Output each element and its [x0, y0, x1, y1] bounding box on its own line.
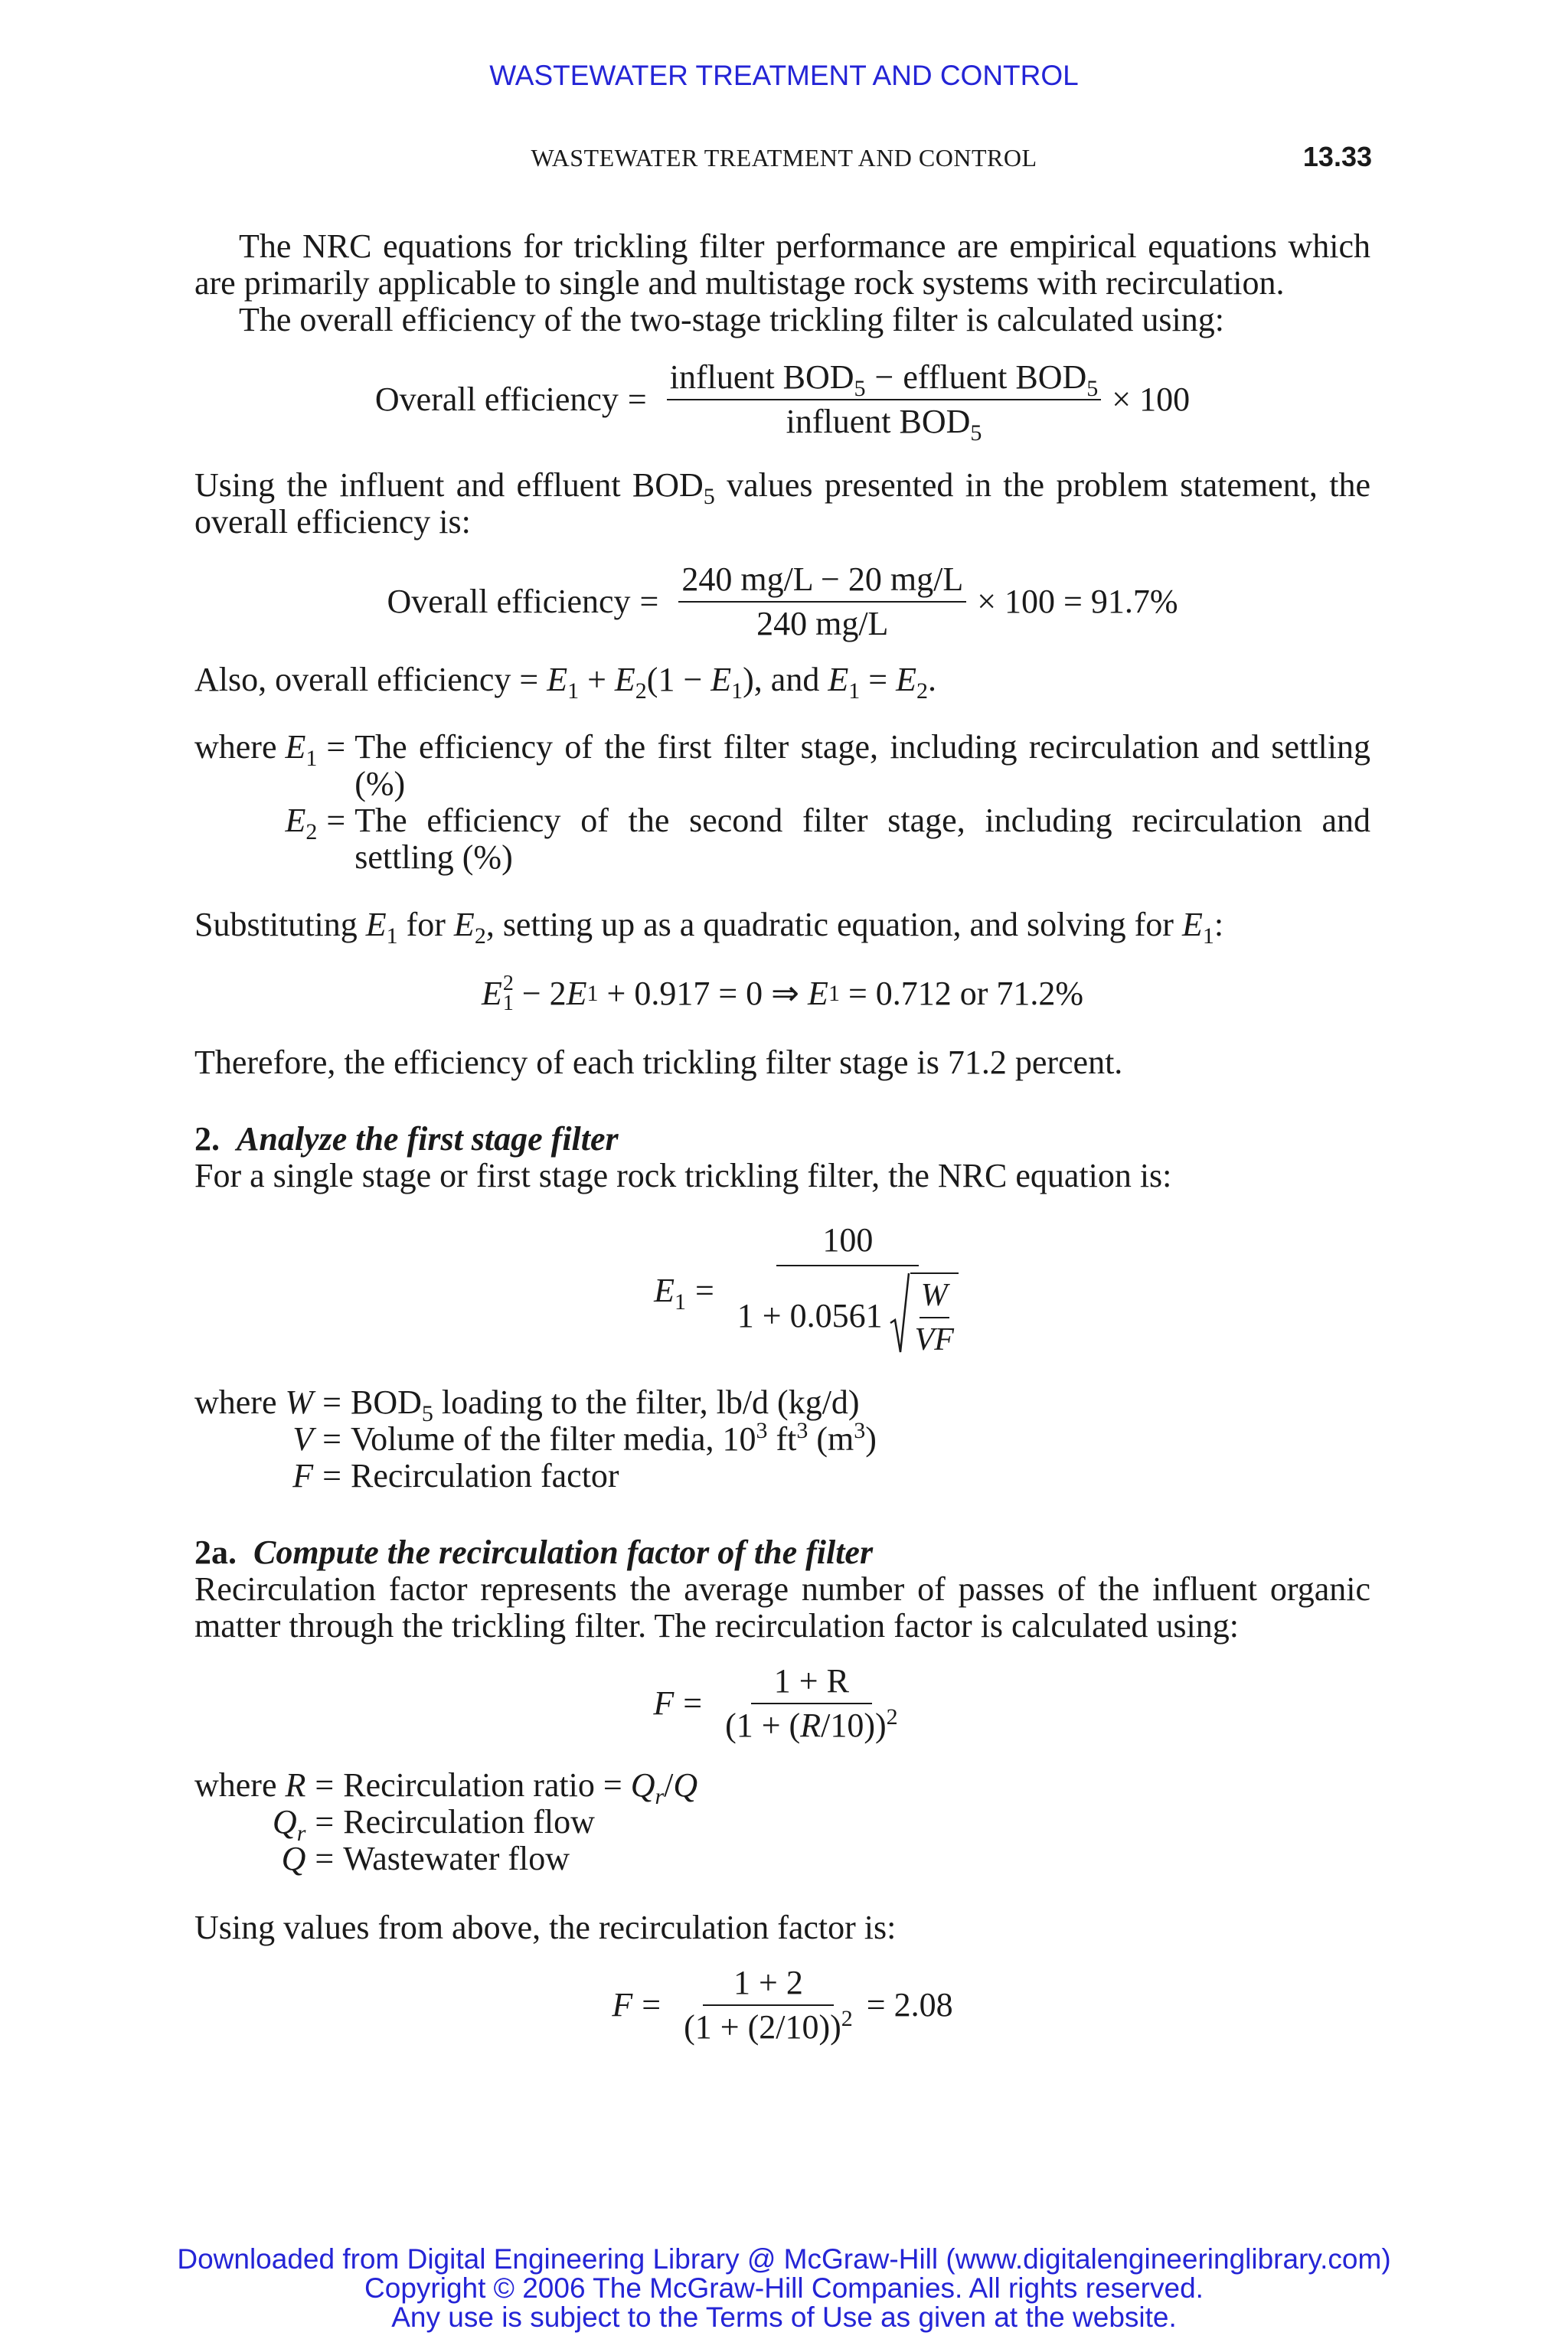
p4-e5: E — [896, 661, 916, 698]
where1-e1-sub: 1 — [305, 746, 318, 771]
sqrt-radical — [889, 1272, 959, 1360]
where2-w-desc — [350, 1383, 1370, 1426]
radical-body — [910, 1272, 959, 1360]
where3-r-desc-b: / — [664, 1766, 674, 1804]
p5-e3: E — [1181, 906, 1203, 943]
equation-overall-efficiency-formula — [194, 354, 1370, 446]
where1-label-e1 — [194, 728, 318, 771]
p3-sub: 5 — [703, 484, 715, 509]
heading-2a-title: Compute the recirculation factor of the filter — [253, 1534, 874, 1571]
equation-nrc-first-stage — [194, 1222, 1370, 1360]
eq1-lhs: Overall efficiency — [374, 381, 619, 418]
where2-v-desc — [350, 1418, 1370, 1458]
equation-quadratic: E 2 1 − 2 E 1 + 0.917 = 0 ⇒ E 1 = 0.712 or 71.2% — [481, 972, 1084, 1015]
eq3-e2: E — [566, 975, 587, 1012]
paragraph-nrc-intro: The NRC equations for trickling filter performance are empirical equations which are primarily applicable to single and multistage rock systems with recirculation. — [194, 227, 1370, 302]
where3-r-desc-a: Recirculation ratio = — [343, 1766, 631, 1804]
footer-terms-line: Any use is subject to the Terms of Use as given at the website. — [391, 2301, 1177, 2333]
radical-numerator: W — [920, 1276, 949, 1318]
where3-label-r — [194, 1767, 305, 1804]
where3-r-desc — [343, 1766, 1370, 1809]
eq5-den-r: R — [800, 1707, 822, 1744]
p4-d: ), and — [743, 661, 828, 698]
eq1-num-influent: influent BOD — [669, 358, 854, 396]
p5-d: : — [1214, 906, 1224, 943]
where1-e1-sym: E — [285, 728, 306, 766]
p4-e4: E — [828, 661, 849, 698]
paragraph-therefore: Therefore, the efficiency of each trickling filter stage is 71.2 percent. — [194, 1044, 1123, 1081]
where3-qr-equals: = — [315, 1803, 335, 1841]
where1-e2-sub: 2 — [305, 819, 318, 844]
where2-v-equals: = — [322, 1420, 341, 1458]
where2-v-desc-c: (m — [808, 1420, 854, 1458]
paragraph-also-overall — [194, 661, 1370, 704]
eq6-numerator: 1 + 2 — [703, 1965, 834, 2006]
eq5-num-text: 1 + R — [773, 1662, 849, 1700]
where3-r-desc-q: Q — [630, 1766, 655, 1804]
where2-v-desc-a: Volume of the filter media, 10 — [350, 1420, 756, 1458]
eq4-den-coef: 1 + 0.0561 — [737, 1297, 883, 1334]
eq3-b: + 0.917 = 0 ⇒ — [598, 975, 808, 1012]
eq2-rhs: × 100 = 91.7% — [977, 583, 1178, 620]
p5-b: for — [397, 906, 454, 943]
p4-a: Also, overall efficiency = — [194, 661, 547, 698]
where1-e2-sym: E — [285, 802, 306, 839]
paragraph-overall-efficiency: The overall efficiency of the two-stage trickling filter is calculated using: — [239, 301, 1224, 338]
where2-f-equals: = — [322, 1457, 341, 1494]
where3-r-desc-sub: r — [655, 1784, 665, 1809]
where-block-nrc — [194, 1384, 1370, 1494]
where-block-recirculation — [194, 1767, 1370, 1877]
eq1-minus: − — [874, 358, 894, 396]
eq2-lhs: Overall efficiency — [387, 583, 631, 620]
where2-label-v — [194, 1421, 313, 1458]
p4-s2: 2 — [635, 678, 647, 704]
eq5-fraction — [722, 1663, 901, 1744]
radical-sign-icon — [889, 1272, 910, 1358]
equation-overall-efficiency-value — [194, 556, 1370, 648]
eq5-equals: = — [683, 1684, 703, 1722]
where3-qr-sym: Q — [272, 1803, 297, 1841]
eq3-c: = 0.712 or 71.2% — [839, 975, 1084, 1012]
where3-r-equals: = — [315, 1766, 335, 1804]
where2-word: where — [194, 1383, 277, 1421]
p4-s5: 2 — [916, 678, 928, 704]
eq3-e3: E — [808, 975, 828, 1012]
eq6-rhs: = 2.08 — [866, 1986, 953, 2024]
where2-v-desc-d: ) — [865, 1420, 877, 1458]
where2-v-desc-b: ft — [767, 1420, 797, 1458]
eq1-num-effluent: effluent BOD — [903, 358, 1087, 396]
p4-s1: 1 — [567, 678, 580, 704]
eq4-lhs-sub: 1 — [674, 1289, 686, 1315]
eq5-denominator — [722, 1704, 901, 1744]
where3-qr-sub: r — [296, 1821, 306, 1846]
where1-e1-equals: = — [326, 728, 346, 766]
where2-w-equals: = — [322, 1383, 341, 1421]
eq1-times: × 100 — [1112, 381, 1191, 418]
eq1-equals: = — [627, 381, 647, 418]
where3-r-desc-q2: Q — [673, 1766, 698, 1804]
heading-2-title: Analyze the first stage filter — [237, 1120, 619, 1158]
where2-v-sup1: 3 — [756, 1418, 768, 1443]
where2-f-desc: Recirculation factor — [350, 1457, 619, 1494]
eq3-sub: 1 — [502, 991, 514, 1015]
eq5-den-sup: 2 — [886, 1704, 898, 1730]
where-block-efficiency — [194, 729, 1370, 876]
equation-recirculation-factor — [194, 1663, 1370, 1744]
paragraph-using-values — [194, 467, 1370, 541]
p4-c: (1 − — [646, 661, 711, 698]
eq5-den-b: /10)) — [821, 1707, 887, 1744]
paragraph-nrc-equation: For a single stage or first stage rock trickling filter, the NRC equation is: — [194, 1157, 1172, 1194]
eq6-lhs: F — [612, 1986, 633, 2024]
p3-text-a: Using the influent and effluent BOD — [194, 466, 704, 504]
footer-download-line[interactable]: Downloaded from Digital Engineering Library @ McGraw-Hill (www.digitalengineeringlibrary.com) — [177, 2243, 1391, 2275]
paragraph-using-values-recirc: Using values from above, the recirculation factor is: — [194, 1909, 897, 1946]
where1-e2-equals: = — [326, 802, 346, 839]
section-heading-2a — [194, 1534, 1370, 1571]
where3-label-qr — [194, 1803, 306, 1846]
where1-e1-desc: The efficiency of the first filter stage, including recirculation and settling (%) — [354, 728, 1370, 802]
where2-v-sup3: 3 — [854, 1418, 866, 1443]
page-body — [194, 228, 1370, 2046]
eq6-equals: = — [642, 1986, 662, 2024]
where3-q-sym: Q — [281, 1840, 306, 1877]
where2-label-f — [194, 1458, 313, 1494]
where3-qr-desc: Recirculation flow — [343, 1803, 595, 1841]
eq4-lhs — [654, 1272, 686, 1315]
eq1-den-influent: influent BOD — [786, 403, 971, 440]
running-head: WASTEWATER TREATMENT AND CONTROL — [531, 144, 1037, 172]
p4-e2: E — [614, 661, 635, 698]
eq2-equals: = — [639, 583, 659, 620]
p4-e1: E — [547, 661, 568, 698]
where2-w-desc-sub: 5 — [421, 1401, 433, 1426]
eq5-lhs: F — [653, 1684, 675, 1722]
eq1-den-sub: 5 — [970, 420, 982, 446]
p5-s3: 1 — [1202, 923, 1214, 949]
p5-a: Substituting — [194, 906, 366, 943]
where3-r-sym: R — [285, 1766, 306, 1804]
p5-e2: E — [453, 906, 475, 943]
eq2-numerator: 240 mg/L − 20 mg/L — [678, 561, 966, 603]
eq4-numerator: 100 — [776, 1222, 919, 1266]
p5-s1: 1 — [386, 923, 398, 949]
page-number: 13.33 — [1302, 141, 1372, 172]
p4-s4: 1 — [848, 678, 861, 704]
eq1-num-effluent-sub: 5 — [1086, 376, 1099, 401]
eq1-fraction — [667, 358, 1102, 446]
eq5-den-a: (1 + ( — [725, 1707, 801, 1744]
eq3-sup: 2 — [502, 972, 514, 995]
p5-c: , setting up as a quadratic equation, and solving for — [485, 906, 1182, 943]
eq4-lhs-e: E — [654, 1272, 675, 1309]
eq1-num-influent-sub: 5 — [854, 376, 866, 401]
where3-q-desc: Wastewater flow — [343, 1840, 570, 1877]
eq6-den-text: (1 + (2/10)) — [684, 2008, 841, 2046]
eq4-equals: = — [694, 1272, 714, 1309]
eq1-denominator — [783, 400, 985, 446]
where2-label-w — [194, 1384, 313, 1421]
eq6-den-sup: 2 — [841, 2006, 853, 2031]
eq3-e: E — [481, 975, 502, 1012]
where2-w-desc-a: BOD — [350, 1383, 422, 1421]
where2-w-desc-b: loading to the filter, lb/d (kg/d) — [433, 1383, 860, 1421]
equation-recirculation-value — [194, 1965, 1370, 2046]
where3-q-equals: = — [315, 1840, 335, 1877]
where2-v-sym: V — [292, 1420, 314, 1458]
where1-word: where — [194, 728, 277, 766]
p4-s3: 1 — [731, 678, 743, 704]
heading-2-number: 2. — [194, 1120, 220, 1158]
p3-text-b: values presented in the problem statement, the overall efficiency is: — [194, 466, 1370, 541]
where2-v-sup2: 3 — [796, 1418, 808, 1443]
p4-f: . — [927, 661, 936, 698]
eq2-denominator: 240 mg/L — [756, 605, 889, 642]
eq4-fraction — [734, 1222, 962, 1360]
source-banner: WASTEWATER TREATMENT AND CONTROL — [489, 60, 1079, 91]
eq3-a: − 2 — [513, 975, 567, 1012]
eq6-fraction — [681, 1965, 856, 2046]
footer-copyright-line: Copyright © 2006 The McGraw-Hill Companies. All rights reserved. — [364, 2272, 1204, 2304]
eq1-numerator — [667, 359, 1102, 400]
eq6-denominator — [681, 2006, 856, 2046]
p4-e: = — [860, 661, 897, 698]
where3-word: where — [194, 1766, 277, 1804]
p5-s2: 2 — [474, 923, 486, 949]
paragraph-recirculation-factor: Recirculation factor represents the average number of passes of the influent organic matter through the trickling filter. The recirculation factor is calculated using: — [194, 1570, 1370, 1645]
p5-e1: E — [365, 906, 387, 943]
where1-e2-desc: The efficiency of the second filter stage, including recirculation and settling (%) — [354, 802, 1370, 876]
where2-f-sym: F — [292, 1457, 314, 1494]
p4-b: + — [579, 661, 615, 698]
heading-2a-number: 2a. — [194, 1534, 237, 1571]
eq5-numerator — [751, 1663, 872, 1704]
where2-w-sym: W — [285, 1383, 314, 1421]
eq2-fraction — [678, 561, 966, 642]
radical-denominator: VF — [914, 1322, 954, 1357]
where1-label-e2 — [194, 802, 318, 844]
eq3-scripts — [503, 974, 514, 1014]
p4-e3: E — [710, 661, 732, 698]
eq4-denominator — [734, 1266, 962, 1360]
paragraph-substituting — [194, 906, 1370, 949]
where3-label-q — [194, 1841, 305, 1877]
section-heading-2 — [194, 1121, 1370, 1158]
